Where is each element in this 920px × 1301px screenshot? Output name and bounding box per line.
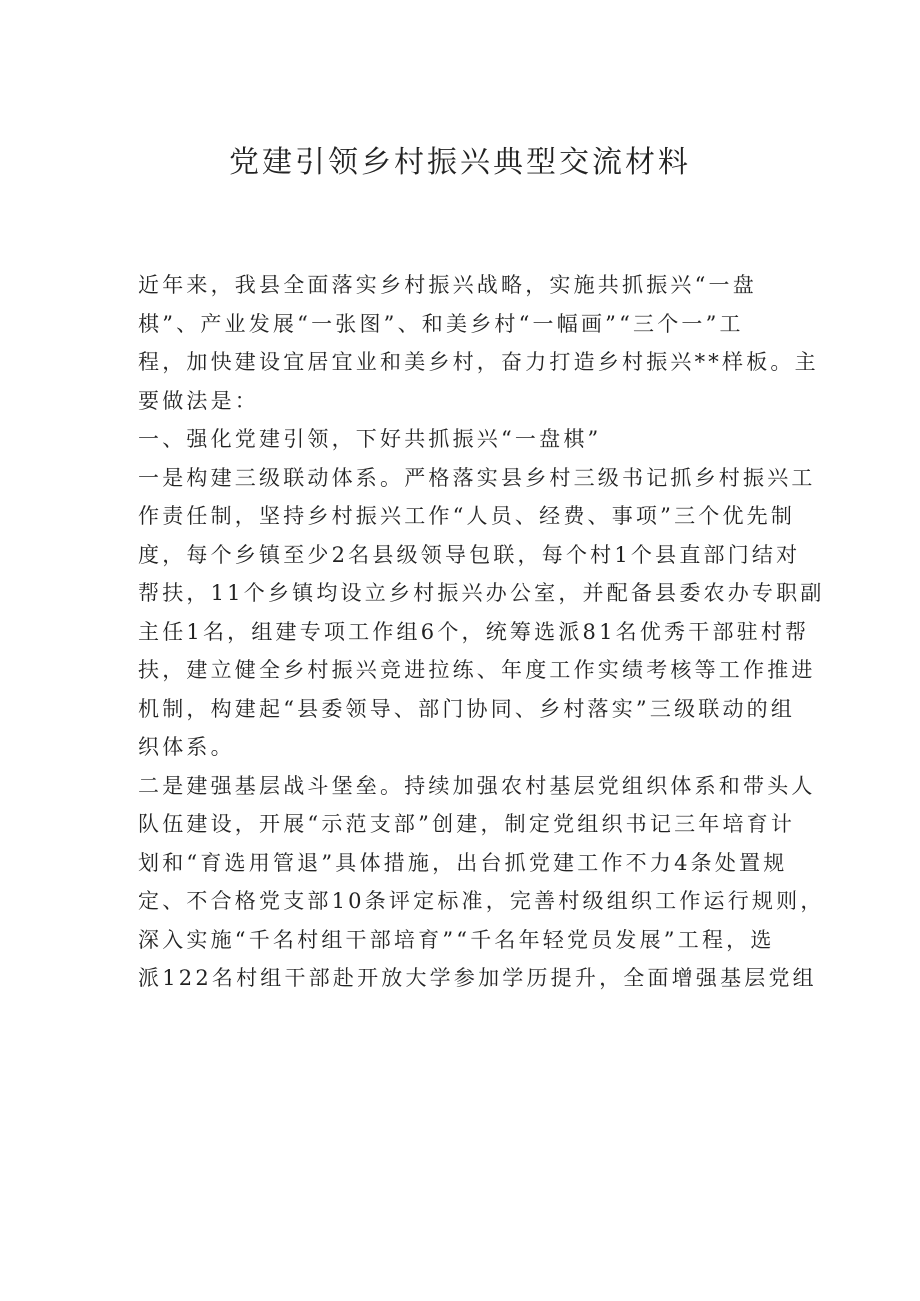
text-line: 帮扶，11个乡镇均设立乡村振兴办公室，并配备县委农办专职副 [138,581,825,605]
text-line: 派122名村组干部赴开放大学参加学历提升，全面增强基层党组 [138,966,817,990]
text-line: 深入实施“千名村组干部培育”“千名年轻党员发展”工程，选 [138,927,775,952]
paragraph-intro [138,266,819,420]
text-line: 划和“育选用管退”具体措施，出台抓党建工作不力4条处置规 [138,850,788,875]
text-line: 二是建强基层战斗堡垒。持续加强农村基层党组织体系和带头人 [138,773,816,798]
text-line: 主任1名，组建专项工作组6个，统筹选派81名优秀干部驻村帮 [138,619,810,644]
text-line: 程，加快建设宜居宜业和美乡村，奋力打造乡村振兴**样板。主 [138,350,819,374]
text-line: 定、不合格党支部10条评定标准，完善村级组织工作运行规则， [138,889,825,913]
paragraph-three-level-system [138,459,825,767]
section-heading [138,420,786,459]
text-line: 一、强化党建引领，下好共抓振兴“一盘棋” [138,427,602,451]
text-line: 队伍建设，开展“示范支部”创建，制定党组织书记三年培育计 [138,812,796,836]
paragraph-grassroots-fortress [138,767,825,998]
document-body [138,266,825,998]
text-line: 要做法是： [138,388,259,413]
text-line: 作责任制，坚持乡村振兴工作“人员、经费、事项”三个优先制 [138,504,796,528]
text-line: 织体系。 [138,735,235,759]
text-line: 一是构建三级联动体系。严格落实县乡村三级书记抓乡村振兴工 [138,465,816,490]
text-line: 扶，建立健全乡村振兴竞进拉练、年度工作实绩考核等工作推进 [138,658,816,682]
text-line: 机制，构建起“县委领导、部门协同、乡村落实”三级联动的组 [138,696,796,721]
text-line: 棋”、产业发展“一张图”、和美乡村“一幅画”“三个一”工 [138,311,744,336]
text-line: 度，每个乡镇至少2名县级领导包联，每个村1个县直部门结对 [138,542,801,567]
document-title: 党建引领乡村振兴典型交流材料 [229,145,691,180]
text-line: 近年来，我县全面落实乡村振兴战略，实施共抓振兴“一盘 [138,273,757,297]
